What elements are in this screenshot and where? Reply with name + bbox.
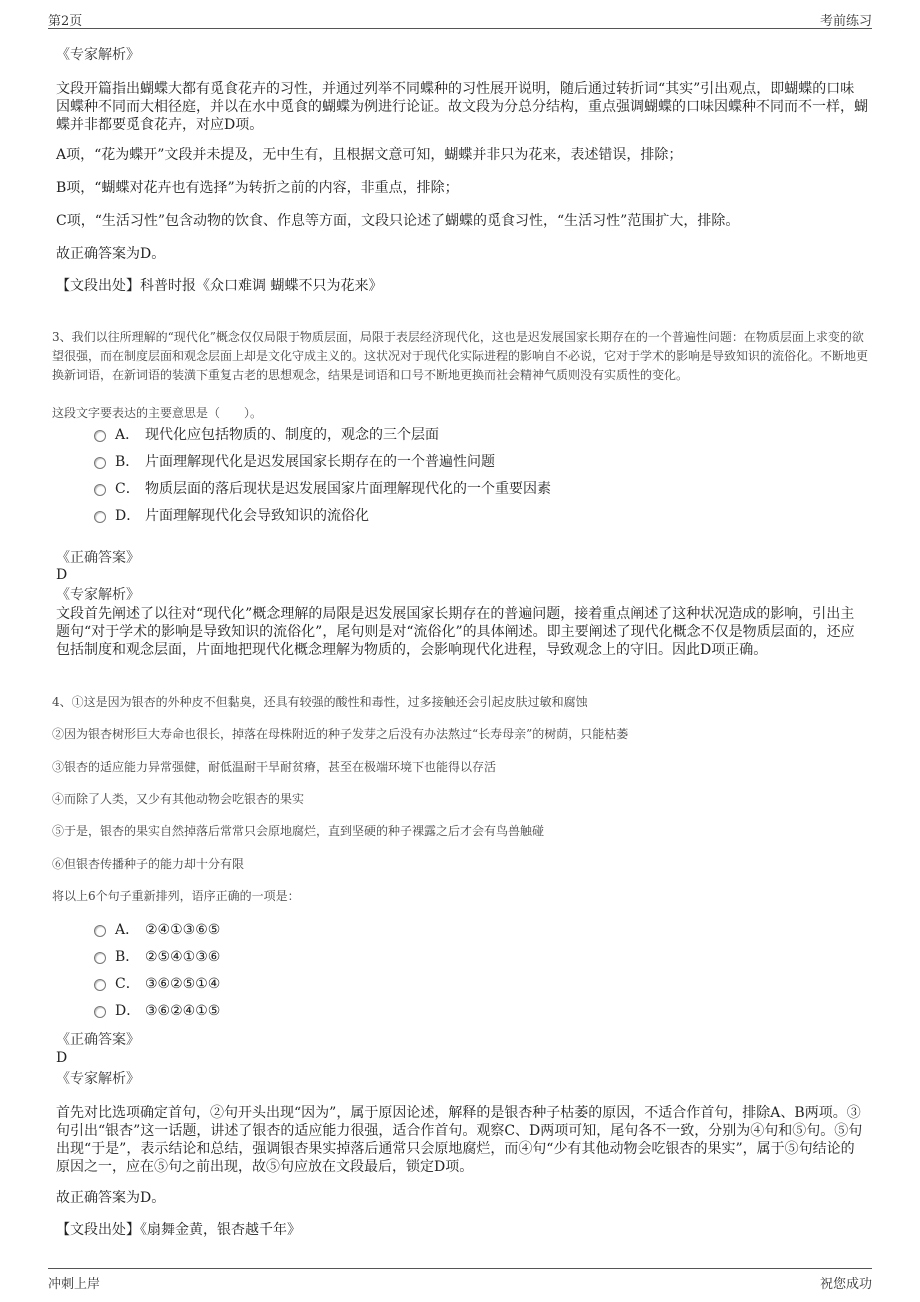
q4-sentence-6: ⑥但银杏传播种子的能力却十分有限 [52, 857, 245, 871]
q3-stem: 3、我们以往所理解的“现代化”概念仅仅局限于物质层面，局限于表层经济现代化，这也是迟发展国家长期存在的一个普遍性问题：在物质层面上求变的欲望很强，而在制度层面和观念层面上却是文化守成主义的。这状况对于现代化实际进程的影响自不必说，它对于学术的影响是导致知识的流俗化。不断地更换新词语，在新词语的装潢下重复古老的思想观念，结果是词语和口号不断地更换而社会精神气质则没有实质性的变化。 [52, 330, 869, 382]
q4-answer-label: 《正确答案》 [56, 1032, 140, 1048]
q2-source: 【文段出处】科普时报《众口难调 蝴蝶不只为花来》 [56, 278, 383, 294]
q3-analysis: 文段首先阐述了以往对“现代化”概念理解的局限是迟发展国家长期存在的普遍问题，接着重点阐述了这种状况造成的影响，引出主题句“对于学术的影响是导致知识的流俗化”，尾句则是对“流俗化”的具体阐述。即主要阐述了现代化概念不仅是物质层面的，还应包括制度和观念层面，片面地把现代化概念理解为物质的，会影响现代化进程，导致观念上的守旧。因此D项正确。 [56, 606, 855, 658]
q3-option-c[interactable] [94, 478, 868, 500]
q3-answer-label: 《正确答案》 [56, 550, 140, 566]
q4-option-c[interactable] [94, 973, 868, 995]
q4-answer: D [56, 1050, 68, 1066]
page-number: 第2页 [48, 14, 83, 29]
q4-sentence-4: ④而除了人类，又少有其他动物会吃银杏的果实 [52, 792, 305, 806]
q2-analysis-option-a: A项，“花为蝶开”文段并未提及，无中生有，且根据文意可知，蝴蝶并非只为花来，表述错误，排除； [56, 147, 683, 163]
q3-option-a[interactable] [94, 424, 868, 446]
option-text: ③⑥②④①⑤ [145, 1003, 221, 1019]
q4-option-d[interactable] [94, 1000, 868, 1022]
option-text: 现代化应包括物质的、制度的，观念的三个层面 [145, 427, 439, 443]
q3-option-b[interactable] [94, 451, 868, 473]
radio-icon[interactable] [94, 979, 106, 991]
q3-analysis-label: 《专家解析》 [56, 587, 140, 603]
q4-sentence-5: ⑤于是，银杏的果实自然掉落后常常只会原地腐烂，直到坚硬的种子裸露之后才会有鸟兽触碰 [52, 824, 545, 838]
q4-analysis: 首先对比选项确定首句，②句开头出现“因为”，属于原因论述，解释的是银杏种子枯萎的原因，不适合作首句，排除A、B两项。③句引出“银杏”这一话题，讲述了银杏的适应能力很强，适合作首句。观察C、D两项可知，尾句各不一致，分别为④句和⑤句。⑤句出现“于是”，表示结论和总结，强调银杏果实掉落后通常只会原地腐烂，而④句“少有其他动物会吃银杏的果实”，属于⑤句结论的原因之一，应在⑤句之前出现，故⑤句应放在文段最后，锁定D项。 [56, 1105, 863, 1175]
q4-option-a[interactable] [94, 919, 868, 941]
radio-icon[interactable] [94, 430, 106, 442]
option-letter: C． [115, 976, 140, 992]
q2-analysis-option-b: B项，“蝴蝶对花卉也有选择”为转折之前的内容，非重点，排除； [56, 180, 459, 196]
option-letter: B． [115, 949, 140, 965]
q2-analysis-label: 《专家解析》 [56, 47, 140, 63]
q4-analysis-label: 《专家解析》 [56, 1071, 140, 1087]
q4-source: 【文段出处】《扇舞金黄，银杏越千年》 [56, 1222, 301, 1238]
q4-sentence-2: ②因为银杏树形巨大寿命也很长，掉落在母株附近的种子发芽之后没有办法熬过“长寿母亲”的树荫，只能枯萎 [52, 727, 629, 741]
footer-right: 祝您成功 [819, 1277, 872, 1292]
option-letter: D． [115, 1003, 141, 1019]
q4-question: 将以上6个句子重新排列，语序正确的一项是： [52, 889, 300, 903]
option-letter: A． [115, 922, 140, 938]
page-footer [48, 1268, 872, 1291]
option-letter: B． [115, 454, 140, 470]
q4-conclusion: 故正确答案为D。 [56, 1190, 166, 1206]
option-text: ③⑥②⑤①④ [145, 976, 221, 992]
q2-analysis-paragraph: 文段开篇指出蝴蝶大都有觅食花卉的习性，并通过列举不同蝶种的习性展开说明，随后通过转折词“其实”引出观点，即蝴蝶的口味因蝶种不同而大相径庭，并以在水中觅食的蝴蝶为例进行论证。故文段为分总分结构，重点强调蝴蝶的口味因蝶种不同而不一样，蝴蝶并非都要觅食花卉，对应D项。 [56, 81, 868, 133]
option-letter: C． [115, 481, 140, 497]
q4-option-b[interactable] [94, 946, 868, 968]
q4-sentence-1: 4、①这是因为银杏的外种皮不但黏臭，还具有较强的酸性和毒性，过多接触还会引起皮肤过敏和腐蚀 [52, 695, 588, 709]
document-title: 考前练习 [819, 14, 872, 29]
q3-question: 这段文字要表达的主要意思是（ ）。 [52, 406, 263, 420]
option-text: 片面理解现代化是迟发展国家长期存在的一个普遍性问题 [145, 454, 495, 470]
radio-icon[interactable] [94, 457, 106, 469]
option-text: 片面理解现代化会导致知识的流俗化 [145, 508, 369, 524]
q2-conclusion: 故正确答案为D。 [56, 246, 166, 262]
option-letter: D． [115, 508, 141, 524]
option-text: ②④①③⑥⑤ [145, 922, 221, 938]
radio-icon[interactable] [94, 1006, 106, 1018]
q2-analysis-option-c: C项，“生活习性”包含动物的饮食、作息等方面，文段只论述了蝴蝶的觅食习性，“生活习性”范围扩大，排除。 [56, 213, 740, 229]
radio-icon[interactable] [94, 952, 106, 964]
q4-sentence-3: ③银杏的适应能力异常强健，耐低温耐干旱耐贫瘠，甚至在极端环境下也能得以存活 [52, 760, 497, 774]
option-text: ②⑤④①③⑥ [145, 949, 221, 965]
q3-answer: D [56, 567, 68, 583]
page-header [48, 6, 872, 29]
radio-icon[interactable] [94, 511, 106, 523]
radio-icon[interactable] [94, 484, 106, 496]
q3-option-d[interactable] [94, 505, 868, 527]
option-letter: A． [115, 427, 140, 443]
option-text: 物质层面的落后现状是迟发展国家片面理解现代化的一个重要因素 [145, 481, 551, 497]
radio-icon[interactable] [94, 925, 106, 937]
footer-left: 冲刺上岸 [48, 1277, 101, 1292]
